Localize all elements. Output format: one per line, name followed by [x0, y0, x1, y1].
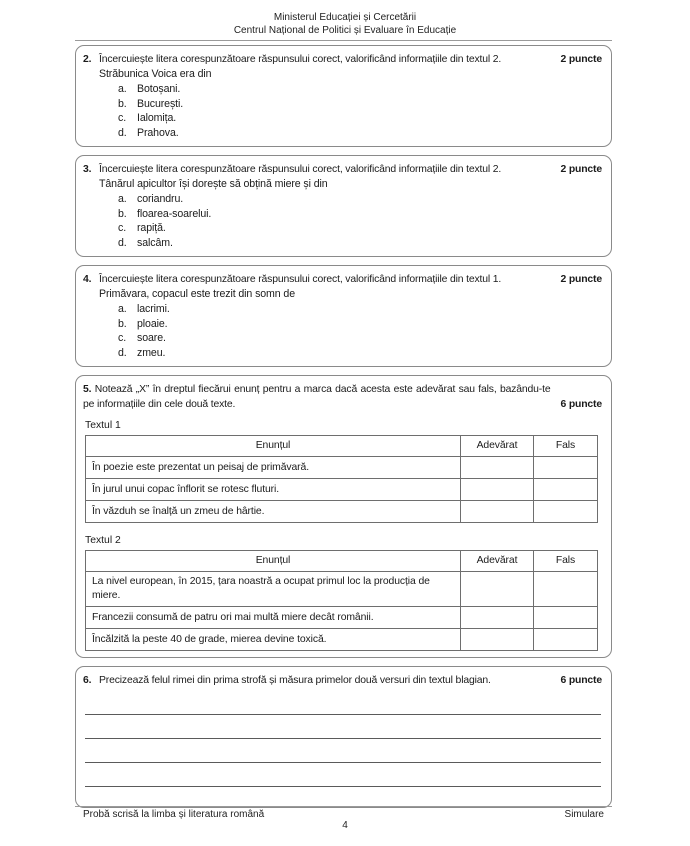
question-number: 4. — [83, 274, 92, 285]
question-head — [83, 673, 602, 688]
option-text: Ialomița. — [137, 112, 177, 124]
option-letter: a. — [118, 83, 127, 95]
option-letter: d. — [118, 346, 127, 359]
question-box-5 — [75, 375, 612, 658]
question-points: 6 puncte — [560, 675, 602, 686]
option-d — [118, 346, 602, 361]
answer-line[interactable] — [85, 739, 601, 763]
page-number: 4 — [342, 820, 348, 831]
question-box-4 — [75, 265, 612, 367]
col-header-false: Fals — [534, 436, 598, 457]
answer-cell-false[interactable] — [534, 572, 598, 607]
option-c — [118, 111, 602, 126]
answer-cell-true[interactable] — [461, 457, 534, 479]
option-letter: b. — [118, 97, 127, 110]
question-head — [83, 272, 602, 287]
question-head — [83, 162, 602, 177]
question-head — [83, 52, 602, 67]
question-number: 5. — [83, 384, 92, 395]
option-letter: d. — [118, 236, 127, 249]
option-text: Prahova. — [137, 126, 179, 139]
question-points: 2 puncte — [560, 54, 602, 65]
option-text: floarea-soarelui. — [137, 207, 212, 220]
option-text: Botoșani. — [137, 83, 181, 95]
footer-session-label: Simulare — [564, 809, 604, 820]
answer-cell-false[interactable] — [534, 607, 598, 629]
option-b — [118, 207, 602, 222]
answer-area — [85, 691, 601, 801]
option-text: București. — [137, 97, 184, 110]
footer-exam-title: Probă scrisă la limba și literatura română — [83, 809, 265, 820]
col-header-false: Fals — [534, 551, 598, 572]
question-prompt: Încercuiește litera corespunzătoare răspunsului corect, valorificând informațiile din textul 2. — [99, 164, 502, 175]
question-stem: Străbunica Voica era din — [99, 68, 212, 80]
statement-row — [86, 629, 598, 651]
question-box-6 — [75, 666, 612, 808]
option-a — [118, 192, 602, 207]
col-header-true: Adevărat — [461, 436, 534, 457]
answer-cell-false[interactable] — [534, 479, 598, 501]
center-subtitle: Centrul Național de Politici și Evaluare în Educație — [233, 24, 457, 36]
question-prompt: Încercuiește litera corespunzătoare răspunsului corect, valorificând informațiile din textul 2. — [99, 54, 502, 65]
option-c — [118, 221, 602, 236]
statements-table-1 — [85, 435, 598, 523]
statement-row — [86, 572, 598, 607]
option-letter: a. — [118, 303, 127, 315]
header-divider — [75, 40, 612, 41]
option-text: salcâm. — [137, 236, 173, 249]
option-a — [118, 82, 602, 97]
statement-row — [86, 479, 598, 501]
document-header — [0, 12, 690, 37]
table-label-text-1: Textul 1 — [85, 420, 121, 431]
question-stem: Primăvara, copacul este trezit din somn de — [99, 288, 295, 300]
ministry-title: Ministerul Educației și Cercetării — [273, 12, 417, 23]
question-points: 6 puncte — [560, 399, 602, 410]
question-box-2 — [75, 45, 612, 147]
answer-line[interactable] — [85, 715, 601, 739]
statements-table-2 — [85, 550, 598, 651]
questions-column — [75, 45, 612, 816]
question-prompt: Încercuiește litera corespunzătoare răspunsului corect, valorificând informațiile din textul 1. — [99, 274, 502, 285]
option-letter: a. — [118, 193, 127, 205]
option-text: rapiță. — [137, 222, 166, 234]
option-d — [118, 236, 602, 251]
option-b — [118, 317, 602, 332]
option-text: ploaie. — [137, 317, 168, 330]
option-a — [118, 302, 602, 317]
col-header-statement: Enunțul — [86, 551, 461, 572]
statement-row — [86, 607, 598, 629]
option-letter: c. — [118, 222, 127, 234]
answer-cell-false[interactable] — [534, 457, 598, 479]
statement-text: În poezie este prezentat un peisaj de primăvară. — [86, 457, 461, 479]
answer-cell-false[interactable] — [534, 501, 598, 523]
option-text: lacrimi. — [137, 303, 170, 315]
question-number: 2. — [83, 54, 92, 65]
answer-cell-true[interactable] — [461, 572, 534, 607]
statement-text: Încălzită la peste 40 de grade, mierea devine toxică. — [86, 629, 461, 651]
question-number: 3. — [83, 164, 92, 175]
statement-row — [86, 457, 598, 479]
question-number: 6. — [83, 675, 92, 686]
question-box-3 — [75, 155, 612, 257]
question-stem: Tânărul apicultor își dorește să obțină miere și din — [99, 178, 328, 190]
table-header-row — [86, 436, 598, 457]
question-prompt: Notează „X” în dreptul fiecărui enunț pentru a marca dacă acesta este adevărat sau fals, bazându-te pe informațiile din cele două texte. — [83, 384, 551, 410]
option-letter: b. — [118, 317, 127, 330]
statement-row — [86, 501, 598, 523]
statement-text: La nivel european, în 2015, țara noastră a ocupat primul loc la producția de miere. — [86, 572, 461, 607]
question-points: 2 puncte — [560, 274, 602, 285]
option-letter: d. — [118, 126, 127, 139]
answer-cell-true[interactable] — [461, 629, 534, 651]
answer-cell-false[interactable] — [534, 629, 598, 651]
answer-cell-true[interactable] — [461, 501, 534, 523]
option-b — [118, 97, 602, 112]
answer-line[interactable] — [85, 763, 601, 787]
option-text: soare. — [137, 332, 166, 344]
option-letter: b. — [118, 207, 127, 220]
answer-cell-true[interactable] — [461, 607, 534, 629]
question-prompt: Precizează felul rimei din prima strofă și măsura primelor două versuri din textul blagian. — [99, 675, 491, 686]
table-header-row — [86, 551, 598, 572]
answer-line[interactable] — [85, 691, 601, 715]
col-header-true: Adevărat — [461, 551, 534, 572]
option-text: coriandru. — [137, 193, 184, 205]
document-footer — [75, 806, 612, 821]
table-label-text-2: Textul 2 — [85, 535, 121, 546]
answer-cell-true[interactable] — [461, 479, 534, 501]
question-points: 2 puncte — [560, 164, 602, 175]
option-text: zmeu. — [137, 346, 166, 359]
question-head — [83, 382, 602, 412]
option-d — [118, 126, 602, 141]
statement-text: În jurul unui copac înflorit se rotesc fluturi. — [86, 479, 461, 501]
option-c — [118, 331, 602, 346]
col-header-statement: Enunțul — [86, 436, 461, 457]
option-letter: c. — [118, 112, 127, 124]
statement-text: În văzduh se înalță un zmeu de hârtie. — [86, 501, 461, 523]
statement-text: Francezii consumă de patru ori mai multă miere decât românii. — [86, 607, 461, 629]
option-letter: c. — [118, 332, 127, 344]
